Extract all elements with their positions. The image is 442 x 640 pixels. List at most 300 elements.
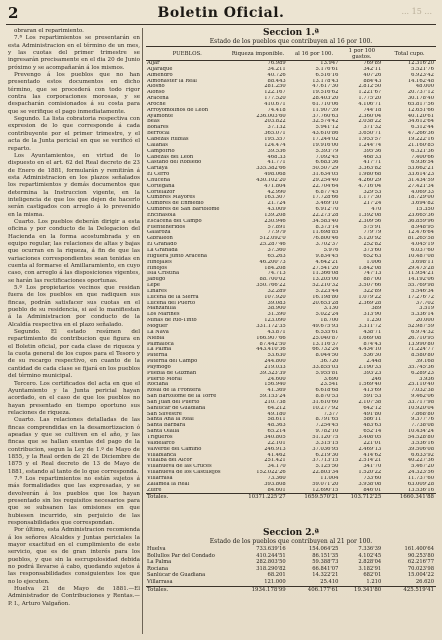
table-cell: 76.800'46	[312, 236, 339, 242]
pueblo-name: Valdelarco	[147, 440, 175, 446]
table-cell: 11.004	[320, 475, 339, 481]
totals-value: 1660.341'88	[383, 494, 436, 501]
left-text-column	[8, 28, 140, 634]
section2-table	[146, 546, 436, 594]
pueblo-name: Minas de Rio-Tinto	[147, 318, 197, 324]
table-cell: 74.713	[267, 271, 286, 277]
table-cell: 139.208	[264, 212, 286, 218]
pueblo-name: Lepe	[147, 283, 160, 289]
table-cell: 12.316'20	[407, 60, 434, 66]
table-cell: 244.800	[264, 359, 286, 365]
table-cell: 389	[371, 306, 382, 312]
table-cell: 23.665'36	[407, 212, 434, 218]
pueblo-name: Villablanca	[147, 452, 177, 458]
pueblo-name: Fuenteheridos	[147, 224, 186, 230]
pueblo-name: Zalamea la Real	[147, 481, 190, 487]
table-cell: 70.023'98	[407, 565, 434, 572]
table-cell: 1.953'57	[358, 136, 382, 142]
table-cell: 884'43	[363, 78, 382, 84]
section1-block	[146, 28, 436, 501]
table-cell: 48.000	[415, 84, 434, 90]
table-cell: 59.153'24	[259, 394, 286, 400]
text-paragraph: Segundo. La lista cobratoria respectiva con expresion de lo que corresponde á cada contribuyente por el primer trimestre, y el acta de la Junta pericial en que se verificó el reparto.	[8, 116, 140, 152]
section1-header-row	[146, 47, 436, 61]
table-cell: 36.720	[320, 359, 339, 365]
table-cell: 18.700	[320, 318, 339, 324]
table-cell: 5.521'76	[411, 66, 434, 72]
table-cell: 652'14	[363, 429, 382, 435]
table-cell: 3.408'05	[358, 435, 382, 440]
table-cell: 1.006	[366, 259, 382, 265]
pueblo-name: Cumbres Mayores	[147, 195, 196, 201]
pueblo-name: Isla Cristina	[147, 271, 180, 277]
table-cell: 14.162'48	[407, 78, 434, 84]
table-cell: 3.938'08	[358, 481, 382, 487]
table-cell: 5.336'14	[411, 312, 434, 318]
table-cell: 68.201	[267, 572, 286, 579]
table-cell: 747'13	[363, 271, 382, 277]
table-cell: 4.069'33	[411, 189, 434, 195]
pueblo-name: Trigueros	[147, 435, 173, 440]
table-cell: 512.092'0	[259, 236, 286, 242]
table-cell: 342'11	[363, 66, 382, 72]
table-cell: 373'60	[363, 248, 382, 253]
pueblo-name: Ayamonte	[147, 113, 174, 119]
pueblo-name: Paterna	[147, 353, 168, 359]
table-cell: 1.980'68	[358, 172, 382, 178]
table-cell: 7.738'08	[411, 423, 434, 429]
table-cell: 43.610'86	[312, 131, 339, 137]
table-cell: 11.698'85	[312, 230, 339, 236]
table-cell: 26.710'95	[407, 335, 434, 341]
pueblo-name: Higuera junto Aracena	[147, 253, 208, 259]
table-cell: 17.728'66	[312, 195, 339, 201]
table-cell: 6.321'36	[411, 148, 434, 154]
table-cell: 438'71	[363, 329, 382, 335]
table-cell: 88.443	[267, 78, 286, 84]
table-cell: 74.418	[267, 107, 286, 113]
table-cell: 22.101	[267, 440, 286, 446]
table-cell: 30.178'40	[407, 96, 434, 102]
pueblo-name: Aljar	[147, 60, 160, 66]
table-cell: 13.990'80	[407, 341, 434, 347]
table-cell: 586'11	[363, 417, 382, 423]
pueblo-name: Palmaloca	[147, 341, 174, 347]
table-cell: 498.068	[264, 172, 286, 178]
table-cell: 5.976	[323, 248, 339, 253]
table-cell: 8.373'14	[315, 224, 339, 230]
pueblo-name: Valverde del Camino	[147, 446, 202, 452]
table-row	[146, 579, 436, 586]
newspaper-title: Boletin Oficial.	[157, 5, 285, 21]
table-cell: 350.766'22	[256, 283, 286, 289]
table-cell: 54.528'80	[407, 435, 434, 440]
table-cell: 124.474	[264, 142, 286, 148]
pueblo-name: Cartaya	[147, 166, 168, 172]
table-cell: 25.110'40	[407, 382, 434, 388]
table-cell: 39.083	[267, 300, 286, 306]
pueblo-name: Alonso	[147, 90, 165, 96]
table-cell: 18.729'00	[407, 195, 434, 201]
table-cell: 483'63	[363, 423, 382, 429]
pueblo-name: Cumbres de Enmedio	[147, 201, 204, 207]
table-cell: 769'89	[363, 60, 382, 66]
pueblo-name: Los Marines	[147, 312, 180, 318]
table-cell: 177.520	[264, 96, 286, 102]
table-cell: 87.442'50	[259, 341, 286, 347]
table-cell: 2.309'56	[358, 218, 382, 224]
totals-value: 406.177'61	[288, 586, 341, 594]
table-cell: 33.855'03	[312, 364, 339, 370]
table-cell: 5.467'20	[411, 464, 434, 470]
pueblo-name: Galaroza	[147, 230, 171, 236]
table-cell: 13.536'16	[407, 487, 434, 493]
table-cell: 8.870'53	[315, 394, 339, 400]
table-cell: 6.974'32	[411, 329, 434, 335]
pueblo-name: Campofrio	[147, 148, 175, 154]
pueblo-name: Arroyomolinos de Leon	[147, 107, 209, 113]
table-cell: 2.812'50	[358, 84, 382, 90]
table-cell: 7.377	[323, 411, 339, 417]
table-cell: 219.033	[264, 364, 286, 370]
table-cell: 410.671	[264, 101, 286, 107]
table-cell: 5.223'44	[315, 288, 339, 294]
table-cell: 39.506'08	[407, 446, 434, 452]
table-cell: 341'70	[363, 464, 382, 470]
table-cell: 34.211	[267, 66, 286, 72]
table-cell: 335.382'66	[256, 166, 286, 172]
table-cell: 6.618'68	[315, 388, 339, 394]
pueblo-name: San Juan del Puerto	[147, 399, 200, 405]
table-cell: 4.642'21	[315, 259, 339, 265]
totals-value: 425.519'41	[383, 586, 436, 594]
table-cell: 58.611	[267, 417, 286, 423]
table-cell: 340.805	[264, 435, 286, 440]
table-cell: 37.702	[415, 300, 434, 306]
pueblo-name: La Granada	[147, 248, 178, 253]
table-cell: 9.462'06	[411, 394, 434, 400]
table-cell: 66.841'07	[312, 565, 339, 572]
text-paragraph: Segundo. El estado resúmen del repartimiento de contribucion que figura en el Boletin oficial, por cada clase de riqueza y la cuota general de los cupos para el Tesoro y de su recargo respectivo, en cuanto de la cantidad de cada clase se fijará en los pueblos del término municipal.	[8, 329, 140, 380]
totals-value: 1659.570'21	[288, 494, 341, 501]
table-cell: 6.312'44	[411, 125, 434, 131]
table-cell: 53.630	[267, 353, 286, 359]
table-cell: 53.662'21	[407, 166, 434, 172]
table-cell: 9.782'10	[315, 429, 339, 435]
col-header: al 16 por 100.	[288, 47, 341, 61]
table-cell: 6.289'23	[411, 370, 434, 376]
table-cell: 5.176'61	[315, 66, 339, 72]
table-cell: 163.307	[264, 195, 286, 201]
pueblo-name: La Palma	[147, 347, 172, 353]
pueblo-name: Lucena del Puerto	[147, 300, 196, 306]
table-cell: 27.421'34	[407, 183, 434, 189]
table-cell: 21.160'85	[407, 142, 434, 148]
table-cell: 29.473'28	[407, 265, 434, 271]
table-cell: 28.403'20	[312, 96, 339, 102]
table-cell: 15.350	[415, 207, 434, 213]
table-cell: 642'12	[363, 405, 382, 411]
totals-value: 10371.225'27	[228, 494, 287, 501]
table-cell: 682'01	[363, 572, 382, 579]
pueblo-name: Berrocal	[147, 131, 170, 137]
table-cell: 13.947	[320, 60, 339, 66]
table-cell: 371'32	[363, 125, 382, 131]
table-cell: 88.700'02	[259, 277, 286, 283]
table-cell: 6.516'16	[315, 72, 339, 78]
pueblo-name: Sanlúcar de Guadiana	[147, 572, 206, 579]
table-cell: 2.514'21	[358, 458, 382, 464]
text-paragraph: Huelva 21 de Mayo de 1881.—El Administrador de Contribuciones y Rentas.—P. I., Arturo Valgañon.	[8, 586, 140, 607]
table-cell: 59.388'73	[312, 559, 339, 566]
table-cell: 6.936'54	[411, 160, 434, 166]
pueblo-name: La Palma	[147, 559, 172, 566]
table-cell: 4.260'29	[358, 177, 382, 183]
table-cell: 536'30	[363, 353, 382, 359]
table-cell: 12.690'15	[312, 487, 339, 493]
table-cell: 13.116'37	[312, 341, 339, 347]
pueblo-name: Villalba del Alcor	[147, 458, 193, 464]
table-cell: 443.410'36	[256, 347, 286, 353]
table-cell: 13.178'43	[312, 78, 339, 84]
table-cell: 6.633'92	[411, 452, 434, 458]
table-cell: 1.177'30	[358, 195, 382, 201]
table-cell: 37.036'95	[312, 446, 339, 452]
table-cell: 2.448	[366, 359, 382, 365]
pueblo-name: Paymogo	[147, 364, 171, 370]
text-paragraph: Por último, esta Administracion recomienda á los señores Alcaldes y Juntas periciales la mayor exactitud en el cumplimiento de este servicio, que es de gran interés para los pueblos, y que sin la escrupulosidad debida no podrá llevarse á cabo, quedando sujetos á las responsabilidades consiguientes los que no lo ejecuten.	[8, 527, 140, 585]
table-cell: 31.390	[267, 312, 286, 318]
table-cell: 413'69	[363, 388, 382, 394]
table-cell: 57.891	[267, 224, 286, 230]
table-cell: 4.106'71	[358, 101, 382, 107]
table-cell: 3.363'82	[358, 166, 382, 172]
table-cell: 24.323'56	[407, 470, 434, 476]
table-cell: 39.168	[415, 359, 434, 365]
table-cell: 1.569'40	[358, 382, 382, 388]
table-cell: 107.920	[264, 294, 286, 300]
table-cell: 49.180	[267, 411, 286, 417]
table-cell: 8.948'95	[411, 224, 434, 230]
table-cell: 156.940	[264, 382, 286, 388]
table-cell: 5.125'50	[315, 464, 339, 470]
text-paragraph: 7.ª Los repartimientos no están sujetos á más formalidades que las expresadas, y se devolverán á los pueblos que los hayan presentado sin los requisitos necesarios para que se subsanen las omisiones en que hubiesen incurrido, sin perjuicio de las responsabilidades que correspondan.	[8, 475, 140, 527]
table-cell: 77.979	[267, 230, 286, 236]
table-cell: 37.760'63	[312, 113, 339, 119]
table-cell: 41.462	[267, 452, 286, 458]
table-cell: 73.360	[267, 475, 286, 481]
table-cell: 26.620	[415, 578, 434, 585]
table-row	[146, 559, 436, 566]
table-cell: 43.009	[267, 207, 286, 213]
table-cell: 887'00	[363, 277, 382, 283]
table-cell: 874'43	[363, 341, 382, 347]
totals-label: Totales.	[146, 586, 228, 594]
pueblo-name: Zufre	[147, 487, 162, 493]
table-cell: 365.071	[264, 131, 286, 137]
table-cell: 6.219'30	[315, 452, 339, 458]
pueblo-name: San Silvestre	[147, 411, 182, 417]
table-cell: 55.769'98	[407, 283, 434, 289]
pueblo-name: Jabugo	[147, 277, 166, 283]
table-cell: 1.392'08	[358, 212, 382, 218]
table-cell: 744'18	[363, 107, 382, 113]
table-cell: 29.254'40	[312, 177, 339, 183]
table-cell: 34.612'64	[407, 119, 434, 125]
table-cell: 470	[371, 207, 382, 213]
table-cell: 40.726	[267, 72, 286, 78]
text-paragraph: Los Ayuntamientos, en virtud de lo dispuesto en el art. 62 del Real decreto de 23 de Enero de 1881, formularán y remitirán á esta Administracion en los plazos señalados los repartimientos y demás documentos que determina la Instruccion vigente, en la inteligencia de que los que dejen de hacerlo serán castigados con arreglo á lo prevenido en la misma.	[8, 152, 140, 218]
pueblo-name: Alosno	[147, 84, 165, 90]
table-cell: 7.336'39	[358, 546, 382, 552]
section2-block	[146, 528, 436, 594]
table-cell: 12.476'64	[407, 230, 434, 236]
section2-subtitle: Estado de los pueblos que contribuyen al 21 por 100.	[209, 538, 373, 545]
col-header: Total cupo.	[383, 47, 436, 61]
table-cell: 3.130	[323, 306, 339, 312]
table-cell: 32.289	[267, 288, 286, 294]
table-cell: 6.535'61	[315, 329, 339, 335]
table-cell: 2.038'22	[358, 119, 382, 125]
table-cell: 22.803'34	[312, 470, 339, 476]
table-cell: 779'79	[363, 230, 382, 236]
table-cell: 7.868'80	[411, 411, 434, 417]
table-cell: 4.716'04	[358, 183, 382, 189]
pueblo-name: Lucena de la Sierra	[147, 294, 199, 300]
table-cell: 86.151'35	[312, 552, 339, 559]
table-cell: 31.434'59	[407, 177, 434, 183]
table-cell: 65.214	[267, 429, 286, 435]
table-cell: 161.400'64	[404, 546, 434, 552]
table-cell: 42.990	[267, 189, 286, 195]
table-cell: 76.989	[267, 60, 286, 66]
pueblo-name: Almonaster la Real	[147, 78, 197, 84]
table-cell: 6.683'36	[315, 160, 339, 166]
text-paragraph: 5.º Los propietarios vecinos que residan fuera de los pueblos en que radiquen sus fincas, podrán satisfacer sus cuotas en el pueblo de su residencia, si así lo manifiestan á la Administracion por conducto de la Alcaldía respectiva en el plazo señalado.	[8, 285, 140, 328]
table-cell: 46.200'73	[259, 259, 286, 265]
table-cell: 414'62	[363, 452, 382, 458]
table-cell: 2.369'28	[358, 300, 382, 306]
table-cell: 41.771	[267, 160, 286, 166]
section1-totals-row	[146, 494, 436, 501]
pueblo-name: Cabezas del Leon	[147, 154, 194, 160]
pueblo-name: Villanueva de las Cruces	[147, 464, 212, 470]
pueblo-name: Villanueva de los Castillejos	[147, 470, 221, 476]
pueblo-name: Moguer	[147, 323, 168, 329]
pueblo-name: Sanlúcar de Guadiana	[147, 405, 206, 411]
pueblo-name: Santa Bárbara	[147, 423, 186, 429]
table-cell: 51.120'75	[312, 435, 339, 440]
header-rule	[6, 24, 436, 25]
table-cell: 1.221'67	[358, 90, 382, 96]
table-cell: 22.704'64	[312, 183, 339, 189]
table-cell: 2.107'38	[358, 399, 382, 405]
faded-header-text: ... 15 ...	[401, 7, 432, 16]
table-cell: 393'23	[363, 370, 382, 376]
table-cell: 20.737'12	[407, 90, 434, 96]
pueblo-name: Beas	[147, 119, 160, 125]
table-row	[146, 553, 436, 560]
table-cell: 2.828'04	[358, 559, 382, 566]
pueblo-name: Cortegana	[147, 183, 175, 189]
table-cell: 61.710'06	[312, 101, 339, 107]
table-cell: 733.639'16	[256, 546, 286, 552]
table-cell: 322'89	[363, 288, 382, 294]
table-cell: 13.205'00	[312, 277, 339, 283]
pueblo-name: Puerto Moral	[147, 376, 182, 382]
pueblo-name: Encinasola	[147, 212, 176, 218]
table-cell: 313'90	[363, 312, 382, 318]
pueblo-name: Santa Ana la Real	[147, 417, 194, 423]
section2-totals-row	[146, 586, 436, 594]
pueblo-name: San Bartolomé de la Torre	[147, 394, 217, 400]
table-cell: 7.254'45	[315, 423, 339, 429]
pueblo-name: Aljaraque	[147, 66, 173, 72]
table-cell: 84.601	[267, 487, 286, 493]
pueblo-name: Rosal de la Frontera	[147, 388, 201, 394]
table-cell: 17.244'02	[312, 136, 339, 142]
table-cell: 318.290'82	[256, 565, 286, 572]
table-cell: 3.690	[323, 376, 339, 382]
table-cell: 3.702'37	[315, 242, 339, 248]
table-cell: 52.210'32	[312, 283, 339, 289]
table-cell: 282.803'50	[256, 559, 286, 566]
table-cell: 3.519	[419, 306, 434, 312]
table-cell: 5.022'24	[315, 312, 339, 318]
column-divider	[142, 28, 143, 634]
text-paragraph: Tercero. Los certificados del acta en que el Ayuntamiento y la Junta pericial hayan acordado, en el caso de que los pueblos no hayan presentado en tiempo oportuno sus relaciones de riqueza.	[8, 380, 140, 416]
table-cell: 430.102'20	[256, 177, 286, 183]
table-row	[146, 572, 436, 579]
table-cell: 39.323'39	[259, 370, 286, 376]
table-cell: 10.434'24	[407, 429, 434, 435]
table-cell: 221'01	[363, 440, 382, 446]
pueblo-name: Cabezas Rubias	[147, 136, 189, 142]
pueblo-name: El Granado	[147, 242, 177, 248]
section1-title: Seccion 1.ª	[262, 28, 320, 38]
table-cell: 7.092'45	[315, 154, 339, 160]
pueblo-name: Cortelazor	[147, 189, 175, 195]
table-cell: 7.400'66	[411, 154, 434, 160]
table-cell: 1.210	[366, 578, 382, 585]
table-cell: 3.315'15	[315, 440, 339, 446]
table-cell: 47.266'36	[407, 131, 434, 137]
table-cell: 10.920'04	[407, 405, 434, 411]
table-cell: 24.600	[267, 376, 286, 382]
table-cell: 3.507'66	[358, 283, 382, 289]
pueblo-name: Calañas	[147, 142, 168, 148]
table-row	[146, 546, 436, 553]
table-cell: 65.263	[267, 253, 286, 259]
table-cell: 6.877'45	[315, 189, 339, 195]
table-cell: 5.393'79	[315, 148, 339, 154]
pueblo-name: El Cerro	[147, 172, 170, 178]
table-cell: 11.954'21	[407, 271, 434, 277]
table-cell: 468'33	[363, 154, 382, 160]
pueblo-name: Hinojales	[147, 259, 172, 265]
table-cell: 1.230	[366, 318, 382, 324]
text-paragraph: 7.ª Los repartimientos se presentarán en esta Administracion en el término de un mes, y las cuotas del primer trimestre se ingresarán precisamente en el dia 20 de Junio próximo y se acompañarán á los mismos.	[8, 35, 140, 71]
table-cell: 575'91	[363, 224, 382, 230]
table-cell: 17.276'72	[407, 294, 434, 300]
table-cell: 11.907'39	[312, 107, 339, 113]
table-cell: 1.520'22	[358, 470, 382, 476]
table-cell: 3.536'16	[411, 440, 434, 446]
table-cell: 23.541	[320, 382, 339, 388]
table-cell: 20.000	[415, 318, 434, 324]
pueblo-name: Villarrasa	[147, 578, 173, 585]
table-cell: 246	[371, 376, 382, 382]
